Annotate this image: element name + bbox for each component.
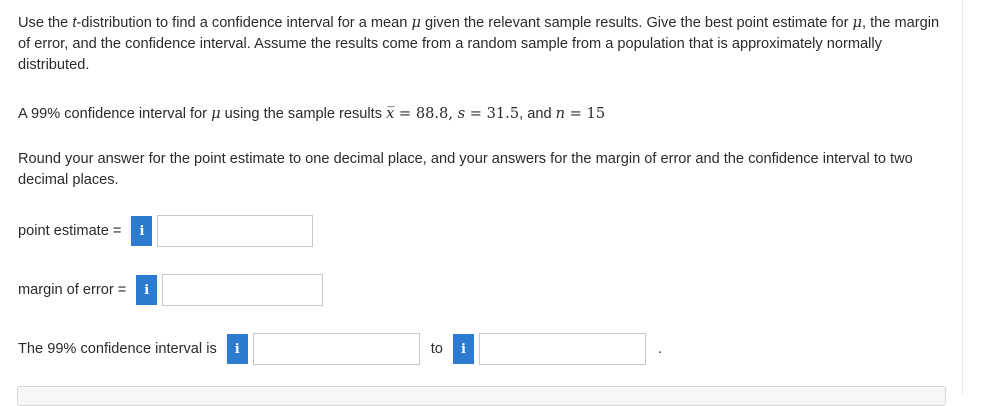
comma: , [448,105,458,122]
mu-symbol: μ [411,14,421,31]
to-label: to [430,341,443,357]
intro-text: -distribution to find a confidence interval for a mean [76,15,412,31]
margin-of-error-label: margin of error = [18,282,127,298]
info-icon[interactable]: i [227,334,248,364]
margin-of-error-input[interactable] [162,274,323,306]
intro-text: Use the [18,15,73,31]
xbar-symbol: x̅ [386,105,395,122]
intro-t-symbol: t [72,15,77,31]
point-estimate-row [18,215,313,247]
equals-sign: = [565,105,587,122]
mu-symbol: μ [211,105,221,122]
intro-text: , the margin of error, and the confidence interval. Assume the results come from a random sample from a population that is approximately normally distributed. [18,15,940,73]
point-estimate-input[interactable] [157,215,313,247]
confidence-interval-label: The 99% confidence interval is [18,341,217,357]
xbar-value: 88.8 [415,105,449,122]
margin-of-error-row [18,274,323,306]
upper-bound-input[interactable] [479,333,646,365]
answer-area-box [17,386,946,406]
lower-bound-input[interactable] [253,333,420,365]
sample-results-line [18,104,605,125]
info-icon[interactable]: i [453,334,474,364]
equals-sign: = [394,105,416,122]
ci-text: using the sample results [220,106,387,122]
rounding-instructions: Round your answer for the point estimate to one decimal place, and your answers for the margin of error and the confidence interval to two decimal places. [18,151,913,188]
equals-sign: = [465,105,487,122]
sample-stats [386,105,519,122]
sample-size [556,105,606,122]
and-text: , and [519,106,556,122]
info-icon[interactable]: i [136,275,157,305]
intro-text: given the relevant sample results. Give the best point estimate for [420,15,853,31]
info-icon[interactable]: i [131,216,152,246]
s-symbol: s [457,105,466,122]
confidence-interval-row [18,333,662,365]
point-estimate-label: point estimate = [18,223,122,239]
panel-divider [962,0,963,394]
ci-text: A 99% confidence interval for [18,106,212,122]
s-value: 31.5 [486,105,520,122]
mu-symbol: μ [852,14,862,31]
n-value: 15 [586,105,606,122]
n-symbol: n [555,105,566,122]
period: . [657,341,662,357]
question-intro [18,13,948,75]
